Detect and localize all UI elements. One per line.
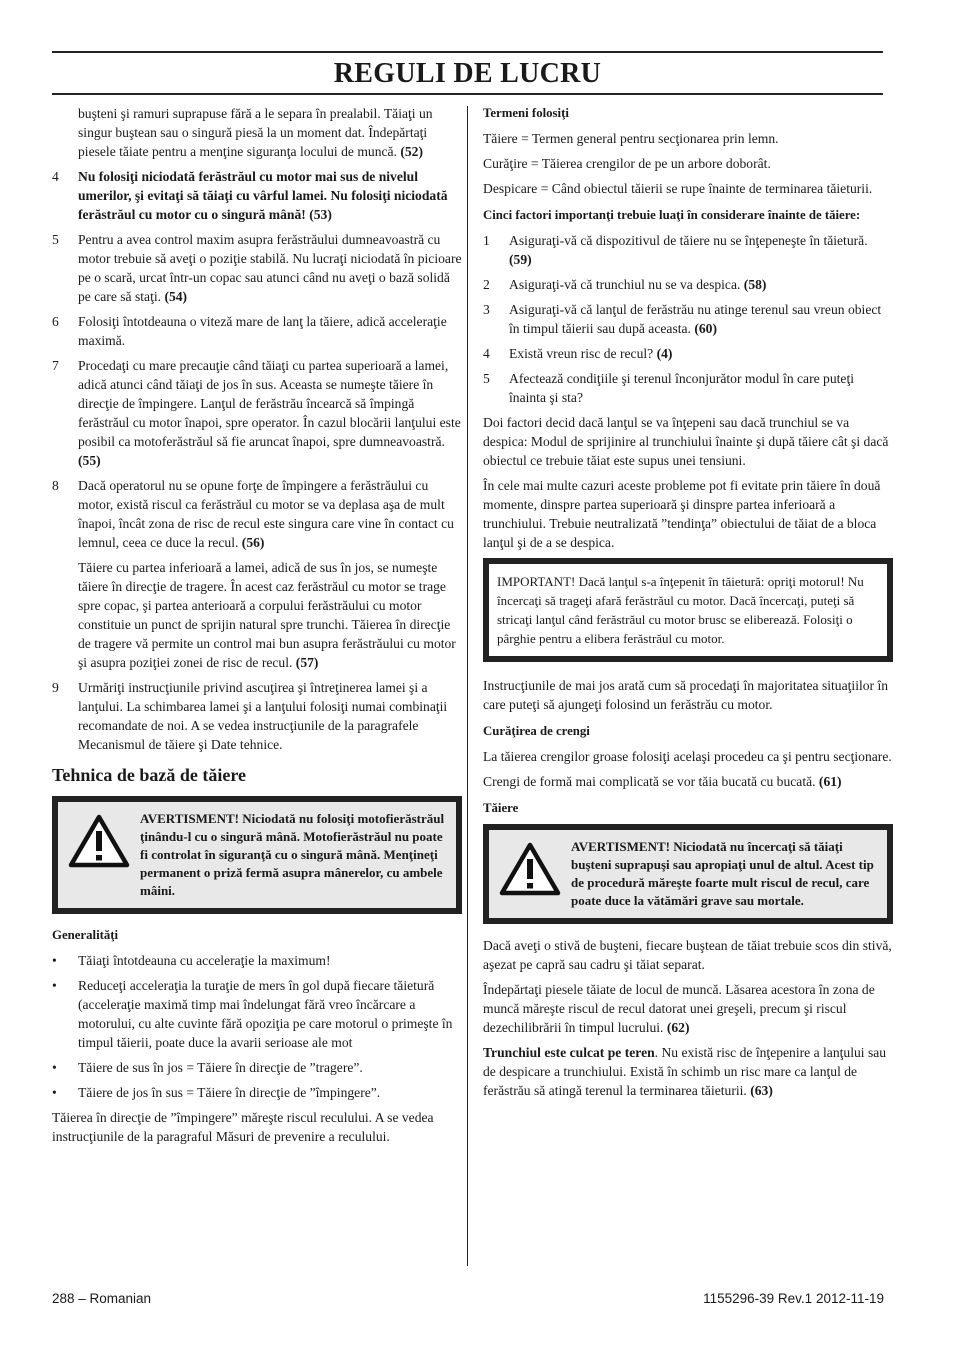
warning-triangle-icon xyxy=(58,810,140,900)
list-item: • Reduceţi acceleraţia la turaţie de mers în gol după fiecare tăietură (acceleraţie maximă timp mai îndelungat fără vreo încărcare a motorului, cu alte cuvinte fără opoziţia pe care motorul o primeşte în timpul tăierii, poate duce la avarii serioase ale mot xyxy=(52,978,453,1050)
subheading-factors: Cinci factori importanţi trebuie luaţi în considerare înainte de tăiere: xyxy=(483,208,861,222)
warning-text: AVERTISMENT! Niciodată nu încercaţi să tăiaţi buşteni suprapuşi sau apropiaţi unul de altul. Acest tip de procedură măreşte foarte mult riscul de recul, care poate duce la vătămări grave sau mortale. xyxy=(571,839,874,908)
warning-text: AVERTISMENT! Niciodată nu folosiţi motofierăstrăul ţinându-l cu o singură mână. Motofierăstrăul nu poate fi controlat în siguranţă cu o singură mână. Menţineţi permanent o priză fermă asupra mânerelor, cu ambele mâini. xyxy=(140,811,445,898)
closing-paragraph: Tăierea în direcţie de ”împingere” măreşte riscul reculului. A se vedea instrucţiunile de la paragraful Măsuri de prevenire a reculului. xyxy=(52,1110,434,1144)
term-line: Tăiere = Termen general pentru secţionarea prin lemn. xyxy=(483,131,779,146)
subheading-general: Generalităţi xyxy=(52,928,119,942)
list-item: 5 Afectează condiţiile şi terenul înconjurător modul în care puteţi înainta şi sta? xyxy=(483,371,854,405)
subheading-cutting: Tăiere xyxy=(483,801,519,815)
subheading-branches: Curăţirea de crengi xyxy=(483,724,590,738)
paragraph: Crengi de formă mai complicată se vor tăia bucată cu bucată. (61) xyxy=(483,774,842,789)
warning-triangle-icon xyxy=(489,838,571,910)
paragraph: La tăierea crengilor groase folosiţi acelaşi procedeu ca şi pentru secţionare. xyxy=(483,749,892,764)
list-item: 9 Urmăriţi instrucţiunile privind ascuţirea şi întreţinerea lamei şi a lanţului. La schimbarea lamei şi a lanţului folosiţi numai combinaţii recomandate de noi. A se vedea instrucţiunile de la paragrafele Mecanismul de tăiere şi Date tehnice. xyxy=(52,680,448,752)
warning-box xyxy=(483,824,893,924)
list-item: 8 Dacă operatorul nu se opune forţe de împingere a ferăstrăului cu motor, există riscul ca ferăstrăul cu motor se va deplasa aşa de mult înapoi, încât zona de risc de recul este singura care vine în contact cu lemnul, ceea ce duce la recul. (56) xyxy=(52,478,454,550)
term-line: Despicare = Când obiectul tăierii se rupe înainte de terminarea tăieturii. xyxy=(483,181,873,196)
section-title: Tehnica de bază de tăiere xyxy=(52,765,246,785)
warning-box xyxy=(52,796,462,914)
list-item: 7 Procedaţi cu mare precauţie când tăiaţi cu partea superioară a lamei, adică atunci când tăiaţi de jos în sus. Aceasta se numeşte tăiere în direcţie de împingere. Lanţul de ferăstrău încearcă să împingă ferăstrăul cu motor înapoi, spre operator. În cazul blocării lanţului este posibil ca motoferăstrăul să fie aruncat înapoi, spre dumneavoastră. (55) xyxy=(52,358,461,468)
list-item: 3 Asiguraţi-vă că lanţul de ferăstrău nu atinge terenul sau vreun obiect în timpul tăierii sau după aceasta. (60) xyxy=(483,302,882,336)
page-title: REGULI DE LUCRU xyxy=(333,58,602,89)
list-item-continuation: Tăiere cu partea inferioară a lamei, adică de sus în jos, se numeşte tăiere în direcţie de tragere. În acest caz ferăstrăul cu motor se trage spre copac, şi partea anterioară a corpului ferăstrăului cu motor constituie un punct de sprijin natural spre trunchi. Tăierea în direcţie de tragere vă permite un control mai bun asupra ferăstrăului cu motor şi asupra poziţiei zonei de risc de recul. (57) xyxy=(78,560,456,670)
list-item: 5 Pentru a avea control maxim asupra ferăstrăului dumneavoastră cu motor trebuie să aveţi o poziţie stabilă. Nu lucraţi niciodată în picioare pe o scară, urcat într-un copac sau atunci când nu aveţi o bază solidă pe care să staţi. (54) xyxy=(52,232,462,304)
column-divider xyxy=(467,106,468,1266)
paragraph: Trunchiul este culcat pe teren. Nu există risc de înţepenire a lanţului sau de despicare a trunchiului. Există în schimb un risc mare ca lanţul de ferăstrău să atingă terenul la terminarea tăieturii. (63) xyxy=(483,1045,887,1098)
footer-page-number: 288 – Romanian xyxy=(52,1291,152,1306)
list-item: • Tăiaţi întotdeauna cu acceleraţie la maximum! xyxy=(52,953,331,968)
paragraph: Îndepărtaţi piesele tăiate de locul de muncă. Lăsarea acestora în zona de muncă măreşte riscul de recul datorat unei greşeli, precum şi riscul dezechilibrării în timpul lucrului. (62) xyxy=(483,982,875,1035)
paragraph: În cele mai multe cazuri aceste probleme pot fi evitate prin tăiere în două momente, dinspre partea superioară şi dinspre partea inferioară a trunchiului. Trebuie neutralizată ”tendinţa” obiectului de tăiat de a bloca lanţul şi de a se despica. xyxy=(483,478,881,550)
list-item: • Tăiere de jos în sus = Tăiere în direcţie de ”împingere”. xyxy=(52,1085,381,1100)
footer-doc-id: 1155296-39 Rev.1 2012-11-19 xyxy=(703,1291,884,1306)
important-box: IMPORTANT! Dacă lanţul s-a înţepenit în tăietură: opriţi motorul! Nu încercaţi să trageţi afară ferăstrăul cu motor. Dacă încercaţi, puteţi să stricaţi lanţul când ferăstrăul cu motor brusc se eliberează. Folosiţi o pârghie pentru a elibera ferăstrăul cu motor. xyxy=(483,558,893,662)
list-item: 4 Există vreun risc de recul? (4) xyxy=(483,346,673,361)
paragraph: Dacă aveţi o stivă de buşteni, fiecare buştean de tăiat trebuie scos din stivă, aşezat pe capră sau cadru şi tăiat separat. xyxy=(483,938,892,972)
list-item: 1 Asiguraţi-vă că dispozitivul de tăiere nu se înţepeneşte în tăietură. (59) xyxy=(483,233,868,267)
intro-paragraph: buşteni şi ramuri suprapuse fără a le separa în prealabil. Tăiaţi un singur buştean sau o singură piesă la un moment dat. Îndepărtaţi piesele tăiate pentru a menţine siguranţa locului de muncă. (52) xyxy=(78,106,433,159)
list-item: 6 Folosiţi întotdeauna o viteză mare de lanţ la tăiere, adică acceleraţie maximă. xyxy=(52,314,447,348)
header-rule-bottom xyxy=(52,93,883,95)
list-item: 4 Nu folosiţi niciodată ferăstrăul cu motor mai sus de nivelul umerilor, şi evitaţi să tăiaţi cu vârful lamei. Nu folosiţi niciodată ferăstrăul cu motor cu o singură mână! (53) xyxy=(52,169,448,222)
subheading-terms: Termeni folosiţi xyxy=(483,106,569,120)
list-item: • Tăiere de sus în jos = Tăiere în direcţie de ”tragere”. xyxy=(52,1060,363,1075)
paragraph: Doi factori decid dacă lanţul se va înţepeni sau dacă trunchiul se va despica: Modul de sprijinire al trunchiului înainte şi după tăiere cât şi dacă obiectul ce trebuie tăiat este supus unei tensiuni. xyxy=(483,415,889,468)
right-column xyxy=(483,104,893,1106)
paragraph: Instrucţiunile de mai jos arată cum să procedaţi în majoritatea situaţiilor în care puteţi să ajungeţi folosind un ferăstrău cu motor. xyxy=(483,678,889,712)
left-column xyxy=(52,104,462,1152)
term-line: Curăţire = Tăierea crengilor de pe un arbore doborât. xyxy=(483,156,771,171)
header-rule-top xyxy=(52,51,883,53)
list-item: 2 Asiguraţi-vă că trunchiul nu se va despica. (58) xyxy=(483,277,767,292)
